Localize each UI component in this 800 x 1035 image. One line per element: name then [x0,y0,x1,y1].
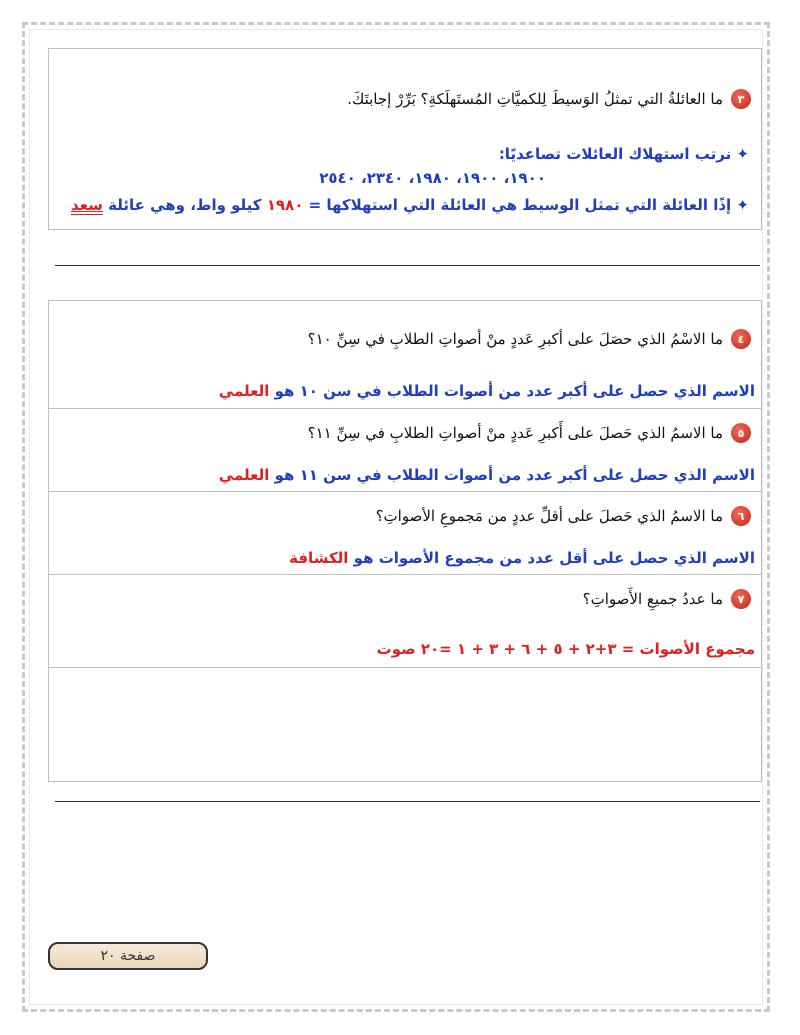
family-name: سعد [71,196,103,214]
question-text: ما الاسمُ الذي حَصلَ على أَكبرِ عَددٍ منْ أصواتِ الطلابِ في سِنِّ ١١؟ [307,424,723,442]
question-6 [376,506,751,526]
row-separator [49,574,761,575]
page-number-label: صفحة ٢٠ [48,942,208,970]
question-3 [347,89,751,109]
answer-4 [219,382,755,400]
order-instruction: ✦ نرتب استهلاك العائلات تصاعديًا: [498,145,749,163]
questions-4-7-box [48,300,762,782]
median-value: ١٩٨٠ [266,196,304,214]
question-number-badge: ٥ [731,423,751,443]
question-3-box [48,48,762,230]
question-text: ما عددُ جميعِ الأَصواتِ؟ [582,590,723,608]
answer-highlight: العلمي [218,382,270,400]
question-7 [583,589,751,609]
row-separator [49,667,761,668]
question-number-badge: ٤ [731,329,751,349]
answer-5 [219,466,755,484]
row-separator [49,408,761,409]
question-text: ما الاسْمُ الذي حصَلَ على أكبرِ عَددٍ منْ أصواتِ الطلابِ في سِنِّ ١٠؟ [307,330,723,348]
conclusion-text-a: ✦ إذًا العائلة التي تمثل الوسيط هي العائلة التي استهلاكها = [303,196,749,214]
sorted-sequence: ١٩٠٠، ١٩٠٠، ١٩٨٠، ٢٣٤٠، ٢٥٤٠ [319,169,546,187]
question-text: ما الاسمُ الذي حَصلَ على أقلِّ عددٍ من مَجموعِ الأصواتِ؟ [375,507,723,525]
question-number-badge: ٧ [731,589,751,609]
divider-bottom [55,801,760,802]
conclusion-text-b: كيلو واط، وهي عائلة [102,196,267,214]
row-separator [49,491,761,492]
divider-top [55,265,760,266]
median-conclusion [71,196,749,214]
question-text: ما العائلةُ التي تمثلُ الوَسيطَ لِلكميَّاتِ المُستَهلَكةِ؟ بَرِّرْ إجابتَكَ. [347,90,723,108]
question-5 [308,423,751,443]
answer-6 [289,549,755,567]
answer-7: مجموع الأصوات = ٣+٢ + ٥ + ٦ + ٣ + ١ =٢٠ صوت [376,640,755,658]
answer-highlight: الكشافة [289,549,349,567]
question-number-badge: ٣ [731,89,751,109]
question-4 [308,329,751,349]
answer-text: الاسم الذي حصل على أكبر عدد من أصوات الطلاب في سن ١٠ هو [269,382,755,400]
answer-text: الاسم الذي حصل على أقل عدد من مجموع الأصوات هو [348,549,755,567]
question-number-badge: ٦ [731,506,751,526]
answer-highlight: العلمي [218,466,270,484]
answer-text: الاسم الذي حصل على أكبر عدد من أصوات الطلاب في سن ١١ هو [269,466,755,484]
